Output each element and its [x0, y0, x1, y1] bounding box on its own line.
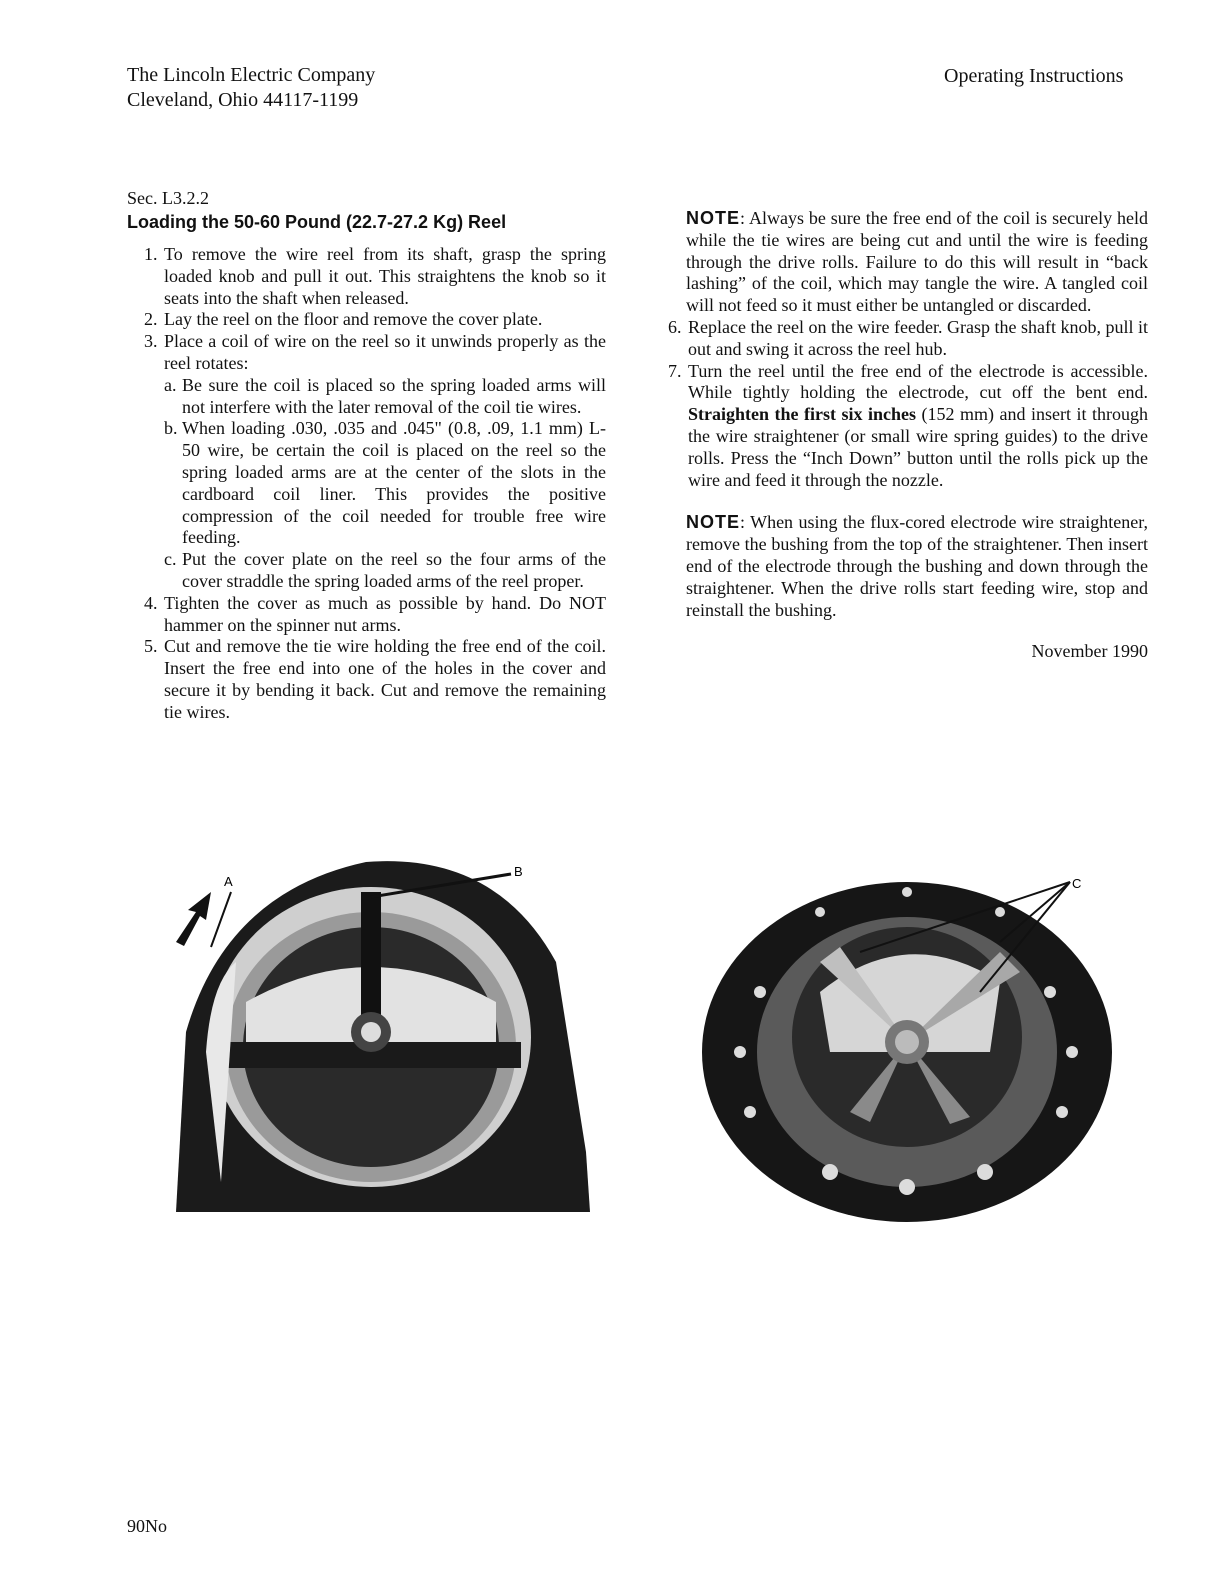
- section-number: Sec. L3.2.2: [127, 188, 209, 208]
- substep-letter: b.: [164, 418, 178, 439]
- cover-plate-photo: [700, 852, 1114, 1224]
- right-column: [668, 208, 1149, 663]
- step-2: [144, 309, 606, 331]
- substep-text: When loading .030, .035 and .045" (0.8, .09, 1.1 mm) L-50 wire, be certain the coil is placed on the reel so the spring loaded arms are at the center of the slots in the cardboard coil liner. This provides the positive compression of the coil needed for trouble free wire feeding.: [182, 418, 606, 548]
- step-1: [144, 244, 606, 309]
- company-header: [127, 63, 375, 113]
- footer-code: 90No: [127, 1516, 167, 1536]
- step-3a: [164, 375, 606, 419]
- step-number: 7.: [668, 360, 682, 381]
- step-text: Lay the reel on the floor and remove the cover plate.: [164, 309, 543, 330]
- step-number: 3.: [144, 331, 158, 352]
- step-3c: [164, 549, 606, 593]
- step-3b: [164, 418, 606, 549]
- step-6: [668, 317, 1148, 361]
- note-label: NOTE: [686, 512, 741, 533]
- step-5: [144, 636, 606, 723]
- note-label: NOTE: [686, 208, 741, 228]
- step-7: [668, 361, 1148, 492]
- step-text: Tighten the cover as much as possible by hand. Do NOT hammer on the spinner nut arms.: [164, 592, 606, 635]
- reel-photo: [166, 852, 590, 1212]
- step-text-part: (152 mm) and insert it through the wire straightener (or small wire spring guides) to the drive rolls. Press the “Inch Down” button until the rolls pick up the wire and feed it through the nozzle.: [688, 404, 1149, 490]
- label-c: C: [1072, 876, 1082, 891]
- document-date: November 1990: [1031, 641, 1148, 662]
- step-text: Place a coil of wire on the reel so it unwinds properly as the reel rotates:: [164, 331, 606, 373]
- step-4: [144, 593, 606, 637]
- step-text: Replace the reel on the wire feeder. Grasp the shaft knob, pull it out and swing it across the reel hub.: [688, 316, 1148, 359]
- step-text: Cut and remove the tie wire holding the free end of the coil. Insert the free end into one of the holes in the cover and secure it by bending it back. Cut and remove the remaining tie wires.: [164, 636, 606, 722]
- step-text: [688, 361, 1148, 492]
- label-a: A: [224, 874, 233, 889]
- document-type: Operating Instructions: [944, 65, 1124, 87]
- note-text: : Always be sure the free end of the coil is securely held while the tie wires are being cut and until the wire is feeding through the drive rolls. Failure to do this will result in “back lashing” of the coil, which may tangle the wire. A tangled coil will not feed so it must either be untangled or discarded.: [686, 208, 1148, 316]
- step-text-part: Turn the reel until the free end of the electrode is accessible. While tightly holding the electrode, cut off the bent end.: [688, 360, 1148, 403]
- step-number: 1.: [144, 244, 158, 264]
- note-text: : When using the flux-cored electrode wire straightener, remove the bushing from the top of the straightener. Then insert end of the electrode through the bushing and down through the straightener. When the drive rolls start feeding wire, stop and reinstall the bushing.: [686, 512, 1148, 620]
- section-title: Loading the 50-60 Pound (22.7-27.2 Kg) Reel: [127, 212, 507, 232]
- step-text: To remove the wire reel from its shaft, grasp the spring loaded knob and pull it out. This straightens the knob so it seats into the shaft when released.: [164, 244, 606, 308]
- substep-text: Be sure the coil is placed so the spring loaded arms will not interfere with the later removal of the coil tie wires.: [182, 374, 606, 417]
- step-text-emphasis: Straighten the first six inches: [688, 404, 917, 425]
- step-number: 2.: [144, 309, 158, 330]
- substep-letter: a.: [164, 374, 177, 395]
- step-number: 5.: [144, 636, 158, 657]
- step-3: [144, 331, 606, 375]
- note-1: [686, 208, 1148, 317]
- label-b: B: [514, 864, 523, 879]
- step-number: 6.: [668, 316, 682, 337]
- note-2: [686, 512, 1148, 621]
- company-address: Cleveland, Ohio 44117-1199: [127, 89, 359, 111]
- step-number: 4.: [144, 592, 158, 613]
- substep-text: Put the cover plate on the reel so the four arms of the cover straddle the spring loaded arms of the reel proper.: [182, 549, 606, 591]
- substep-letter: c.: [164, 549, 177, 570]
- company-name: The Lincoln Electric Company: [127, 64, 376, 86]
- left-column: [144, 244, 606, 724]
